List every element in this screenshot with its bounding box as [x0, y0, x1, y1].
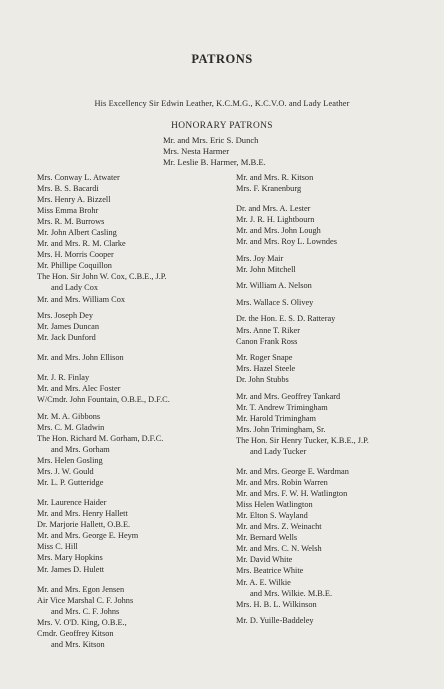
patron-name: Mr. and Mrs. Henry Hallett	[37, 509, 128, 519]
spacer	[37, 575, 170, 584]
patron-name: Mrs. C. M. Gladwin	[37, 422, 105, 432]
patron-name: and Lady Tucker	[250, 446, 307, 456]
patrons-right-column	[236, 172, 369, 626]
patron-name: Mr. J. R. H. Lightbourn	[236, 215, 315, 225]
patron-name: Canon Frank Ross	[236, 336, 298, 346]
patron-name: Miss Helen Watlington	[236, 500, 313, 510]
spacer	[37, 343, 170, 352]
patron-name: Mr. Bernard Wells	[236, 533, 298, 543]
patron-name: Mrs. B. S. Bacardi	[37, 184, 99, 194]
patron-name: Mr. and Mrs. William Cox	[37, 294, 126, 304]
patron-name: Mr. and Mrs. R. M. Clarke	[37, 239, 126, 249]
patron-name: Mr. T. Andrew Trimingham	[236, 402, 328, 412]
spacer	[236, 457, 369, 466]
patron-name: Mr. James D. Hulett	[37, 564, 105, 574]
patron-name: Mr. and Mrs. Z. Weinacht	[236, 522, 322, 532]
patron-name: Dr. Marjorie Hallett, O.B.E.	[37, 520, 131, 530]
patron-name: Miss Emma Brohr	[37, 206, 99, 216]
patron-name: Miss C. Hill	[37, 542, 78, 552]
patron-name: Mr. Jack Dunford	[37, 333, 96, 343]
patron-name: Mrs. H. B. L. Wilkinson	[236, 599, 317, 609]
patron-name: Air Vice Marshal C. F. Johns	[37, 595, 134, 605]
patron-name: Mr. Phillipe Coquillon	[37, 261, 112, 271]
honorary-patron: Mr. Leslie B. Harmer, M.B.E.	[163, 157, 266, 168]
patron-name: The Hon. Sir Henry Tucker, K.B.E., J.P.	[236, 435, 369, 445]
patron-name: and Mrs. Gorham	[51, 445, 110, 455]
patron-name: The Hon. Richard M. Gorham, D.F.C.	[37, 433, 164, 443]
spacer	[236, 194, 369, 203]
patron-name: Mr. William A. Nelson	[236, 281, 312, 291]
patron-name: Mrs. Conway L. Atwater	[37, 173, 120, 182]
patron-name: Mr. and Mrs. Robin Warren	[236, 478, 328, 488]
patron-name: and Mrs. Wilkie. M.B.E.	[250, 588, 333, 598]
patron-name: Mrs. J. W. Gould	[37, 467, 94, 477]
patron-name: Mr. and Mrs. George E. Wardman	[236, 467, 349, 477]
patron-name: and Mrs. Kitson	[51, 639, 105, 649]
patron-name: Mrs. Mary Hopkins	[37, 553, 103, 563]
spacer	[37, 363, 170, 372]
patron-name: Cmdr. Geoffrey Kitson	[37, 628, 114, 638]
patron-name: Mrs. F. Kranenburg	[236, 184, 302, 194]
patron-name: Mrs. Anne T. Riker	[236, 325, 300, 335]
spacer	[37, 488, 170, 497]
patron-name: Mr. M. A. Gibbons	[37, 411, 101, 421]
patron-name: Mr. and Mrs. John Ellison	[37, 353, 124, 363]
patron-name: Mr. John Mitchell	[236, 264, 296, 274]
patron-name: Mr. Laurence Haider	[37, 498, 107, 508]
patron-name: The Hon. Sir John W. Cox, C.B.E., J.P.	[37, 272, 167, 282]
patron-name: Mr. and Mrs. Geoffrey Tankard	[236, 391, 341, 401]
patron-name: Dr. John Stubbs	[236, 375, 289, 385]
patron-name: Mr. David White	[236, 555, 293, 565]
patron-name: Mr. and Mrs. R. Kitson	[236, 173, 314, 182]
patron-name: Mr. Elton S. Wayland	[236, 511, 308, 521]
patron-name: and Mrs. C. F. Johns	[51, 606, 120, 616]
patron-name: Mrs. Hazel Steele	[236, 364, 296, 374]
patron-name: Mrs. Helen Gosling	[37, 456, 103, 466]
patron-name: Mr. Harold Trimingham	[236, 413, 316, 423]
patron-name: Mr. Roger Snape	[236, 353, 293, 363]
patron-name: Mrs. Joy Mair	[236, 253, 284, 263]
patron-name: Mr. D. Yuille-Baddeley	[236, 616, 314, 626]
patron-name: Mr. James Duncan	[37, 322, 99, 332]
patron-name: and Lady Cox	[51, 283, 99, 293]
patron-name: Mrs. H. Morris Cooper	[37, 250, 114, 260]
patron-name: Mr. and Mrs. John Lough	[236, 226, 321, 236]
patron-name: Mrs. Wallace S. Olivey	[236, 297, 314, 307]
patron-name: Mr. A. E. Wilkie	[236, 577, 291, 587]
patron-name: Mr. and Mrs. F. W. H. Watlington	[236, 489, 348, 499]
patron-name: Mr. and Mrs. Roy L. Lowndes	[236, 237, 337, 247]
patrons-left-column	[37, 172, 170, 650]
patron-name: Mr. and Mrs. C. N. Welsh	[236, 544, 322, 554]
page-title: PATRONS	[191, 52, 253, 66]
patron-name: Mr. and Mrs. Alec Foster	[37, 384, 121, 394]
honorary-patron: Mr. and Mrs. Eric S. Dunch	[163, 135, 259, 145]
patron-name: Mrs. V. O'D. King, O.B.E.,	[37, 617, 127, 627]
honorary-patron: Mrs. Nesta Harmer	[163, 146, 230, 157]
excellency-line: His Excellency Sir Edwin Leather, K.C.M.G., K.C.V.O. and Lady Leather	[94, 99, 350, 108]
patron-name: Mr. and Mrs. George E. Heym	[37, 531, 139, 541]
honorary-patrons-heading: HONORARY PATRONS	[171, 121, 273, 131]
honorary-patrons-list	[163, 135, 266, 169]
patron-name: Mr. John Albert Casling	[37, 228, 117, 238]
patron-name: Dr. and Mrs. A. Lester	[236, 204, 311, 214]
patron-name: Mrs. John Trimingham, Sr.	[236, 424, 326, 434]
patron-name: W/Cmdr. John Fountain, O.B.E., D.F.C.	[37, 395, 170, 405]
patron-name: Mrs. Joseph Dey	[37, 311, 93, 321]
patron-name: Dr. the Hon. E. S. D. Ratteray	[236, 314, 336, 324]
patron-name: Mr. J. R. Finlay	[37, 373, 90, 383]
patron-name: Mrs. R. M. Burrows	[37, 217, 105, 227]
patron-name: Mrs. Beatrice White	[236, 566, 304, 576]
patron-name: Mr. L. P. Gutteridge	[37, 478, 104, 488]
patron-name: Mr. and Mrs. Egon Jensen	[37, 584, 125, 594]
patron-name: Mrs. Henry A. Bizzell	[37, 195, 111, 205]
